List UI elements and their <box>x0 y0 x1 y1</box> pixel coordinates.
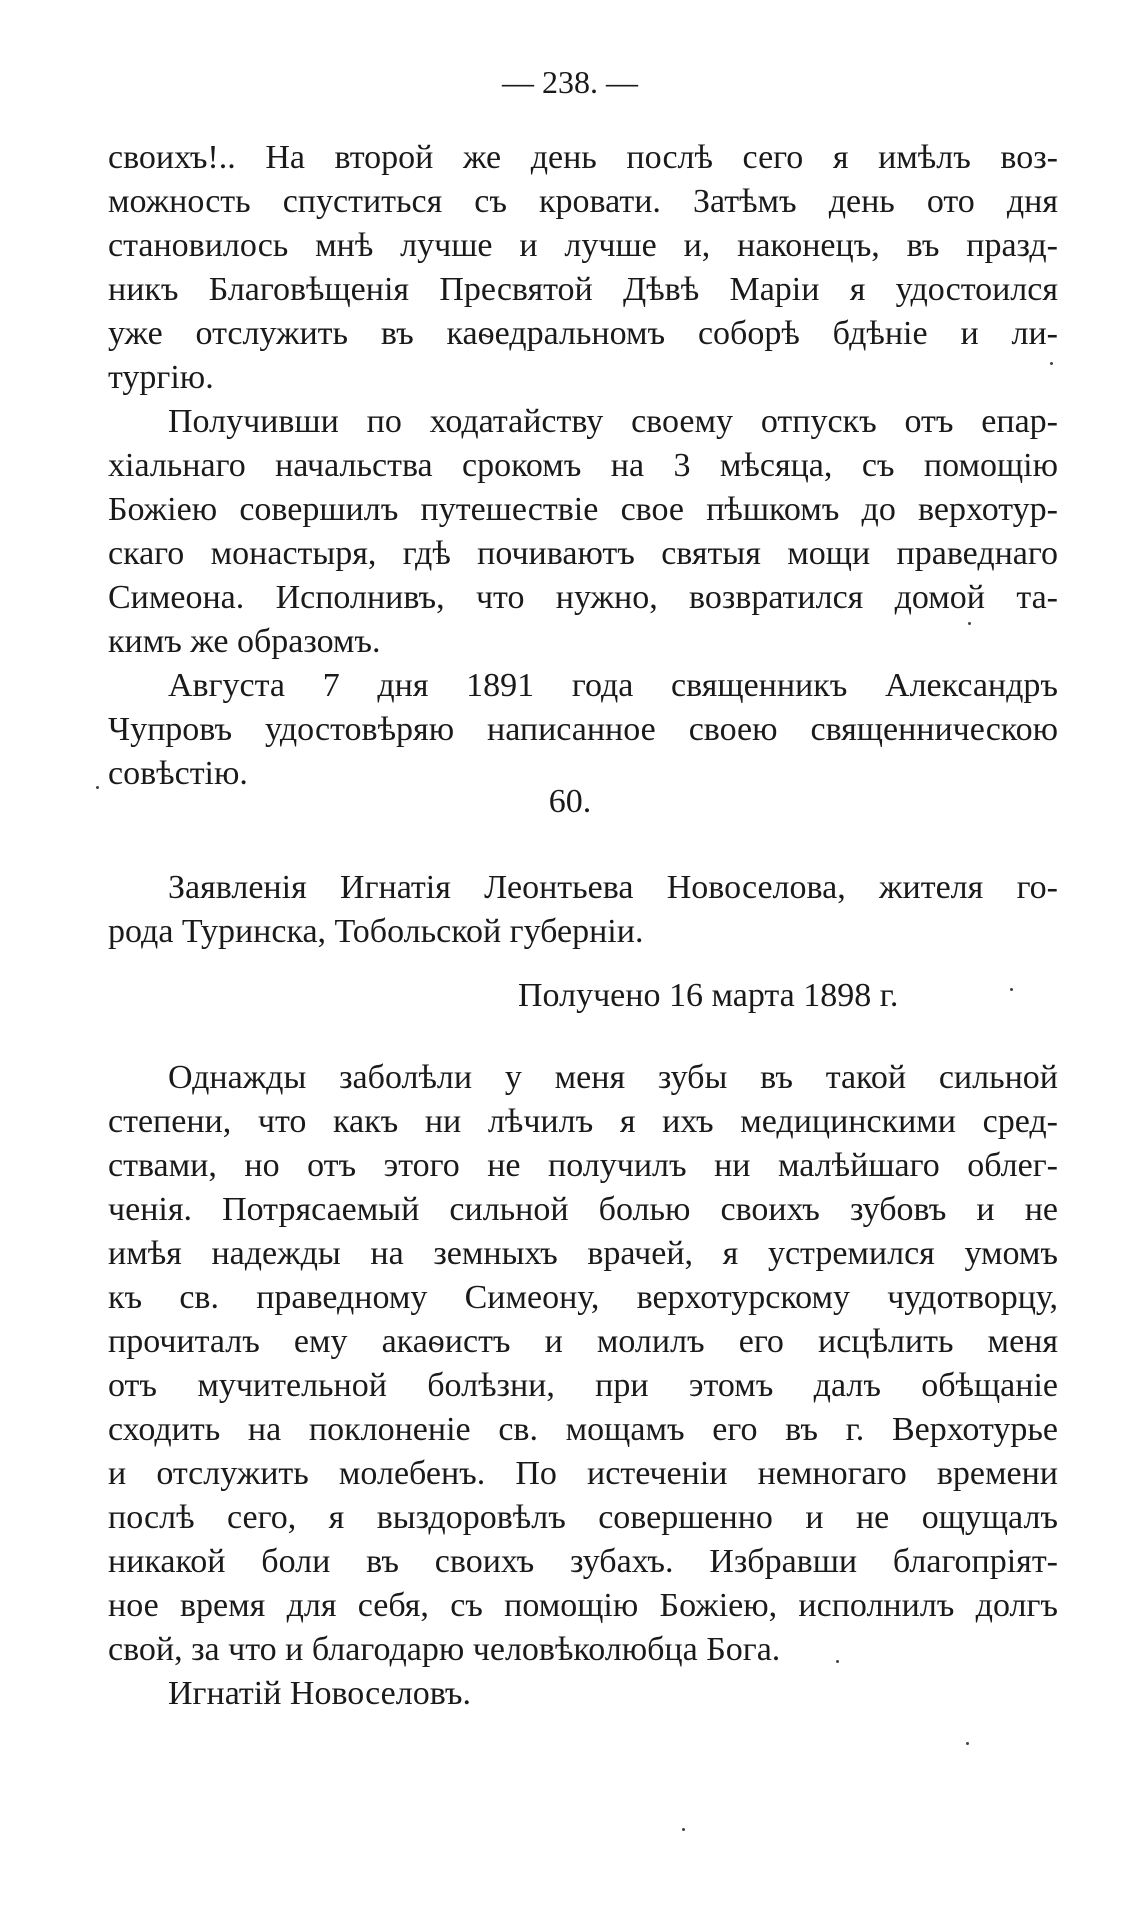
text-line: тургію. <box>108 359 214 396</box>
text-line: ченія. Потрясаемый сильной болью своихъ зубовъ и не <box>108 1191 1058 1228</box>
text-line: кимъ же образомъ. <box>108 623 381 660</box>
text-line: Августа 7 дня 1891 года священникъ Александръ <box>168 667 1058 704</box>
text-line: становилось мнѣ лучше и лучше и, наконецъ, въ празд- <box>108 227 1058 264</box>
text-line: къ св. праведному Симеону, верхотурскому чудотворцу, <box>108 1279 1058 1316</box>
text-line: никакой боли въ своихъ зубахъ. Избравши благопріят- <box>108 1543 1058 1580</box>
text-line: никъ Благовѣщенія Пресвятой Дѣвѣ Маріи я удостоился <box>108 271 1058 308</box>
text-line: свой, за что и благодарю человѣколюбца Бога. <box>108 1631 781 1668</box>
text-line: своихъ!.. На второй же день послѣ сего я имѣлъ воз- <box>108 139 1058 176</box>
text-line: ное время для себя, съ помощію Божіею, исполнилъ долгъ <box>108 1587 1058 1624</box>
scan-speck <box>1050 362 1053 365</box>
text-line: хіальнаго начальства срокомъ на 3 мѣсяца, съ помощію <box>108 447 1058 484</box>
title-line: Заявленія Игнатія Леонтьева Новоселова, жителя го- <box>168 869 1058 906</box>
text-line: Симеона. Исполнивъ, что нужно, возвратился домой та- <box>108 579 1058 616</box>
text-line: отъ мучительной болѣзни, при этомъ далъ обѣщаніе <box>108 1367 1058 1404</box>
section-number: 60. <box>548 783 592 820</box>
text-line: совѣстію. <box>108 755 248 792</box>
text-line: можность спуститься съ кровати. Затѣмъ день ото дня <box>108 183 1058 220</box>
text-line: прочиталъ ему акаѳистъ и молилъ его исцѣлить меня <box>108 1323 1058 1360</box>
text-line: Божіею совершилъ путешествіе свое пѣшкомъ до верхотур- <box>108 491 1058 528</box>
scan-speck <box>682 1828 685 1831</box>
text-line: сходить на поклоненіе св. мощамъ его въ г. Верхотурье <box>108 1411 1058 1448</box>
text-line: послѣ сего, я выздоровѣлъ совершенно и не ощущалъ <box>108 1499 1058 1536</box>
text-line: Однажды заболѣли у меня зубы въ такой сильной <box>168 1059 1058 1096</box>
scan-speck <box>968 622 971 625</box>
text-line: уже отслужить въ каѳедральномъ соборѣ бдѣніе и ли- <box>108 315 1058 352</box>
signature: Игнатій Новоселовъ. <box>168 1675 471 1712</box>
page-number: — 238. — <box>502 64 638 100</box>
scan-speck <box>96 786 99 789</box>
text-line: и отслужить молебенъ. По истеченіи немногаго времени <box>108 1455 1058 1492</box>
text-line: ствами, но отъ этого не получилъ ни малѣйшаго облег- <box>108 1147 1058 1184</box>
text-line: скаго монастыря, гдѣ почиваютъ святыя мощи праведнаго <box>108 535 1058 572</box>
text-line: Получивши по ходатайству своему отпускъ отъ епар- <box>168 403 1058 440</box>
text-line: степени, что какъ ни лѣчилъ я ихъ медицинскими сред- <box>108 1103 1058 1140</box>
scan-speck <box>1010 988 1013 991</box>
scan-speck <box>836 1660 839 1663</box>
title-line: рода Туринска, Тобольской губерніи. <box>108 913 644 950</box>
text-line: имѣя надежды на земныхъ врачей, я устремился умомъ <box>108 1235 1058 1272</box>
text-line: Чупровъ удостовѣряю написанное своею священническою <box>108 711 1058 748</box>
scan-speck <box>966 1742 969 1745</box>
received-date: Получено 16 марта 1898 г. <box>518 977 899 1014</box>
